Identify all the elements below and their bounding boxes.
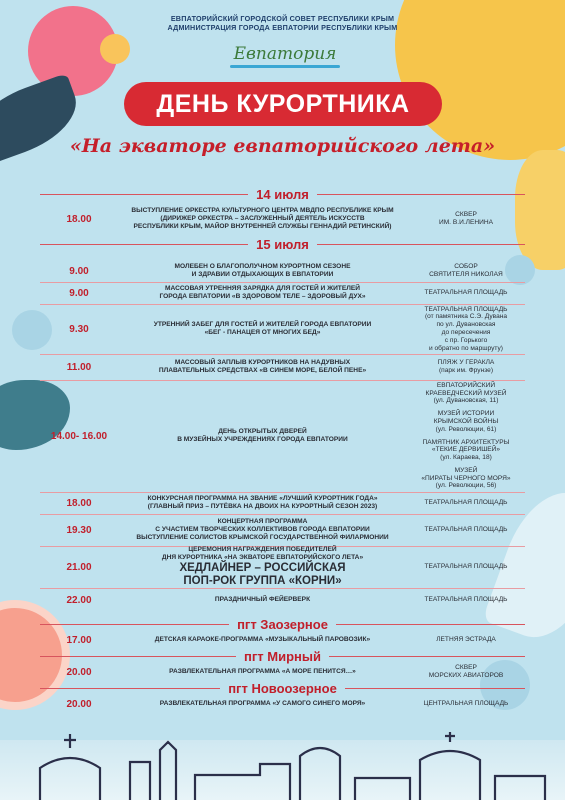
event-time: 19.30 (66, 524, 92, 536)
event-time: 20.00 (66, 698, 92, 710)
event-subtitle: «На экваторе евпаторийского лета» (69, 135, 496, 157)
day-label: пгт Новоозерное (228, 680, 337, 696)
event-line: ВЫСТУПЛЕНИЕ СОЛИСТОВ КРЫМСКОЙ ГОСУДАРСТВЕННОЙ ФИЛАРМОНИИ (136, 534, 389, 541)
place-line: МУЗЕЙ (454, 466, 478, 474)
divider-line (40, 624, 229, 625)
event-line: РАЗВЛЕКАТЕЛЬНАЯ ПРОГРАММА «У САМОГО СИНЕГО МОРЯ» (159, 700, 366, 707)
headliner-line: ХЕДЛАЙНЕР – РОССИЙСКАЯ (179, 562, 346, 574)
divider-line (40, 656, 236, 657)
divider-line (40, 194, 248, 195)
event-place (407, 700, 525, 708)
place-line: СКВЕР (455, 211, 477, 219)
place-line: ТЕАТРАЛЬНАЯ ПЛОЩАДЬ (424, 596, 508, 604)
schedule-row (40, 632, 525, 648)
event-description (118, 518, 407, 542)
event-description (118, 285, 407, 301)
divider-line (336, 624, 525, 625)
place-line: (от памятника С.Э. Дувана (424, 313, 508, 321)
event-line: И ЗДРАВИИ ОТДЫХАЮЩИХ В ЕВПАТОРИИ (191, 271, 334, 278)
event-description (118, 596, 407, 604)
place-line: ИМ. В.И.ЛЕНИНА (438, 219, 494, 226)
schedule-row (40, 260, 525, 282)
place-line: «ТЕКИЕ ДЕРВИШЕЙ» (431, 446, 501, 454)
event-line: ГОРОДА ЕВПАТОРИИ «В ЗДОРОВОМ ТЕЛЕ – ЗДОРОВЫЙ ДУХ» (159, 293, 366, 300)
place-line: ЛЕТНЯЯ ЭСТРАДА (436, 636, 496, 644)
event-line: «БЕГ - ПАНАЦЕЯ ОТ МНОГИХ БЕД» (204, 329, 321, 336)
divider-line (317, 244, 525, 245)
schedule-row (40, 696, 525, 712)
event-line: ВЫСТУПЛЕНИЕ ОРКЕСТРА КУЛЬТУРНОГО ЦЕНТРА МВДПО РЕСПУБЛИКЕ КРЫМ (131, 207, 394, 214)
event-line: С УЧАСТИЕМ ТВОРЧЕСКИХ КОЛЛЕКТИВОВ ГОРОДА ЕВПАТОРИИ (155, 526, 370, 533)
event-place (407, 664, 525, 680)
event-line: РАЗВЛЕКАТЕЛЬНАЯ ПРОГРАММА «А МОРЕ ПЕНИТСЯ…» (169, 668, 356, 675)
event-description (118, 546, 407, 588)
place-line: с пр. Горького (444, 336, 488, 344)
event-line: ЦЕРЕМОНИЯ НАГРАЖДЕНИЯ ПОБЕДИТЕЛЕЙ (188, 546, 337, 553)
place-line: ТЕАТРАЛЬНАЯ ПЛОЩАДЬ (424, 526, 508, 534)
event-time: 22.00 (66, 594, 92, 606)
place-line: (ул. Революции, 61) (435, 425, 497, 433)
event-description (118, 636, 407, 644)
event-description (118, 700, 407, 708)
event-line: МОЛЕБЕН О БЛАГОПОЛУЧНОМ КУРОРТНОМ СЕЗОНЕ (174, 263, 351, 270)
divider-line (40, 688, 220, 689)
schedule-row (40, 304, 525, 354)
event-line: ДЕТСКАЯ КАРАОКЕ-ПРОГРАММА «МУЗЫКАЛЬНЫЙ ПАРОВОЗИК» (154, 636, 371, 643)
organizer-administration: АДМИНИСТРАЦИЯ ГОРОДА ЕВПАТОРИИ РЕСПУБЛИКИ КРЫМ (167, 23, 398, 32)
event-place (407, 306, 525, 353)
flower-center-decoration (100, 34, 130, 64)
schedule-row (40, 492, 525, 514)
event-description (118, 668, 407, 676)
title-banner: ДЕНЬ КУРОРТНИКА (124, 82, 442, 126)
event-time: 17.00 (66, 634, 92, 646)
schedule-row (40, 354, 525, 380)
schedule-row (40, 203, 525, 235)
event-description (118, 207, 407, 231)
place-line: (ул. Караева, 18) (440, 454, 492, 462)
day-header (40, 236, 525, 252)
place-line: ЕВПАТОРИЙСКИЙ (436, 381, 496, 389)
schedule-row (40, 588, 525, 612)
city-logo-text: Евпатория (233, 44, 337, 64)
place-line: по ул. Дувановская (436, 321, 496, 329)
event-place (407, 596, 525, 604)
event-description (118, 263, 407, 279)
place-line: (ул. Дувановская, 11) (433, 397, 499, 405)
schedule-row (40, 380, 525, 492)
event-place (407, 382, 525, 491)
event-time: 14.00- 16.00 (50, 430, 108, 442)
divider-line (345, 688, 525, 689)
event-place (407, 563, 525, 571)
day-header (40, 616, 525, 632)
event-place (407, 526, 525, 534)
day-label: 14 июля (256, 186, 309, 202)
event-time: 21.00 (66, 561, 92, 573)
schedule-row (40, 546, 525, 588)
day-label: 15 июля (256, 236, 309, 252)
place-line: ЦЕНТРАЛЬНАЯ ПЛОЩАДЬ (423, 700, 509, 708)
event-line: УТРЕННИЙ ЗАБЕГ ДЛЯ ГОСТЕЙ И ЖИТЕЛЕЙ ГОРОДА ЕВПАТОРИИ (153, 321, 372, 328)
event-place (407, 289, 525, 297)
day-label: пгт Заозерное (237, 616, 328, 632)
event-place (407, 499, 525, 507)
event-time: 18.00 (66, 213, 92, 225)
place-line: до пересечения (441, 329, 491, 336)
event-place (407, 211, 525, 227)
city-logo (210, 44, 360, 68)
place-line: МУЗЕЙ ИСТОРИИ (437, 410, 495, 418)
divider-line (329, 656, 525, 657)
event-line: ПРАЗДНИЧНЫЙ ФЕЙЕРВЕРК (214, 596, 311, 603)
organizer-council: ЕВПАТОРИЙСКИЙ ГОРОДСКОЙ СОВЕТ РЕСПУБЛИКИ КРЫМ (170, 14, 395, 23)
place-line: СОБОР (454, 263, 478, 271)
event-line: ДЕНЬ ОТКРЫТЫХ ДВЕРЕЙ (218, 428, 307, 435)
event-time: 11.00 (66, 361, 92, 373)
place-line: КРЫМСКОЙ ВОЙНЫ (433, 417, 499, 425)
organizers (0, 14, 565, 32)
event-time: 9.00 (69, 287, 89, 299)
place-line: и обратно по маршруту) (428, 344, 503, 352)
event-description (118, 428, 407, 444)
place-line: ТЕАТРАЛЬНАЯ ПЛОЩАДЬ (424, 289, 508, 297)
event-line: МАССОВЫЙ ЗАПЛЫВ КУРОРТНИКОВ НА НАДУВНЫХ (174, 359, 351, 366)
event-time: 20.00 (66, 666, 92, 678)
event-line: ПЛАВАТЕЛЬНЫХ СРЕДСТВАХ «В СИНЕМ МОРЕ, БЕЛОЙ ПЕНЕ» (158, 367, 367, 374)
event-time: 9.30 (69, 323, 89, 335)
event-place (407, 636, 525, 644)
event-line: (ДИРИЖЕР ОРКЕСТРА – ЗАСЛУЖЕННЫЙ ДЕЯТЕЛЬ ИСКУССТВ (160, 215, 365, 222)
schedule-row (40, 514, 525, 546)
day-header (40, 648, 525, 664)
place-line: ТЕАТРАЛЬНАЯ ПЛОЩАДЬ (424, 305, 508, 313)
divider-line (317, 194, 525, 195)
place-line: МОРСКИХ АВИАТОРОВ (428, 672, 504, 679)
place-line: «ПИРАТЫ ЧЕРНОГО МОРЯ» (421, 474, 511, 482)
logo-wave-icon (230, 65, 340, 68)
event-description (118, 495, 407, 511)
schedule-row (40, 282, 525, 304)
day-header (40, 680, 525, 696)
place-line: КРАЕВЕДЧЕСКИЙ МУЗЕЙ (425, 389, 507, 397)
divider-line (40, 244, 248, 245)
event-line: КОНКУРСНАЯ ПРОГРАММА НА ЗВАНИЕ «ЛУЧШИЙ КУРОРТНИК ГОДА» (147, 495, 378, 502)
place-line: СВЯТИТЕЛЯ НИКОЛАЯ (429, 271, 503, 278)
event-time: 9.00 (69, 265, 89, 277)
headliner-line: ПОП-РОК ГРУППА «КОРНИ» (183, 575, 342, 587)
event-line: (ГЛАВНЫЙ ПРИЗ – ПУТЁВКА НА ДВОИХ НА КУРОРТНЫЙ СЕЗОН 2023) (147, 503, 378, 510)
event-line: В МУЗЕЙНЫХ УЧРЕЖДЕНИЯХ ГОРОДА ЕВПАТОРИИ (177, 436, 348, 443)
event-line: МАССОВАЯ УТРЕННЯЯ ЗАРЯДКА ДЛЯ ГОСТЕЙ И ЖИТЕЛЕЙ (164, 285, 360, 292)
day-header (40, 186, 525, 202)
place-line: ТЕАТРАЛЬНАЯ ПЛОЩАДЬ (424, 499, 508, 507)
event-description (118, 359, 407, 375)
place-line: СКВЕР (455, 664, 477, 672)
place-line: ПАМЯТНИК АРХИТЕКТУРЫ (422, 438, 510, 446)
place-line: ПЛЯЖ У ГЕРАКЛА (437, 359, 495, 367)
event-place (407, 359, 525, 375)
city-skyline-illustration (0, 720, 565, 800)
event-line: КОНЦЕРТНАЯ ПРОГРАММА (217, 518, 308, 525)
place-line: ТЕАТРАЛЬНАЯ ПЛОЩАДЬ (424, 563, 508, 571)
place-line: (ул. Революции, 56) (435, 482, 497, 490)
day-label: пгт Мирный (244, 648, 321, 664)
schedule (40, 186, 525, 716)
event-place (407, 263, 525, 279)
event-description (118, 321, 407, 337)
place-line: (парк им. Фрунзе) (438, 367, 494, 374)
event-line: ДНЯ КУРОРТНИКА «НА ЭКВАТОРЕ ЕВПАТОРИЙСКОГО ЛЕТА» (161, 554, 364, 561)
event-time: 18.00 (66, 497, 92, 509)
event-line: РЕСПУБЛИКИ КРЫМ, МАЙОР ВНУТРЕННЕЙ СЛУЖБЫ ГЕННАДИЙ РЕТИНСКИЙ) (133, 223, 392, 230)
schedule-row (40, 664, 525, 680)
